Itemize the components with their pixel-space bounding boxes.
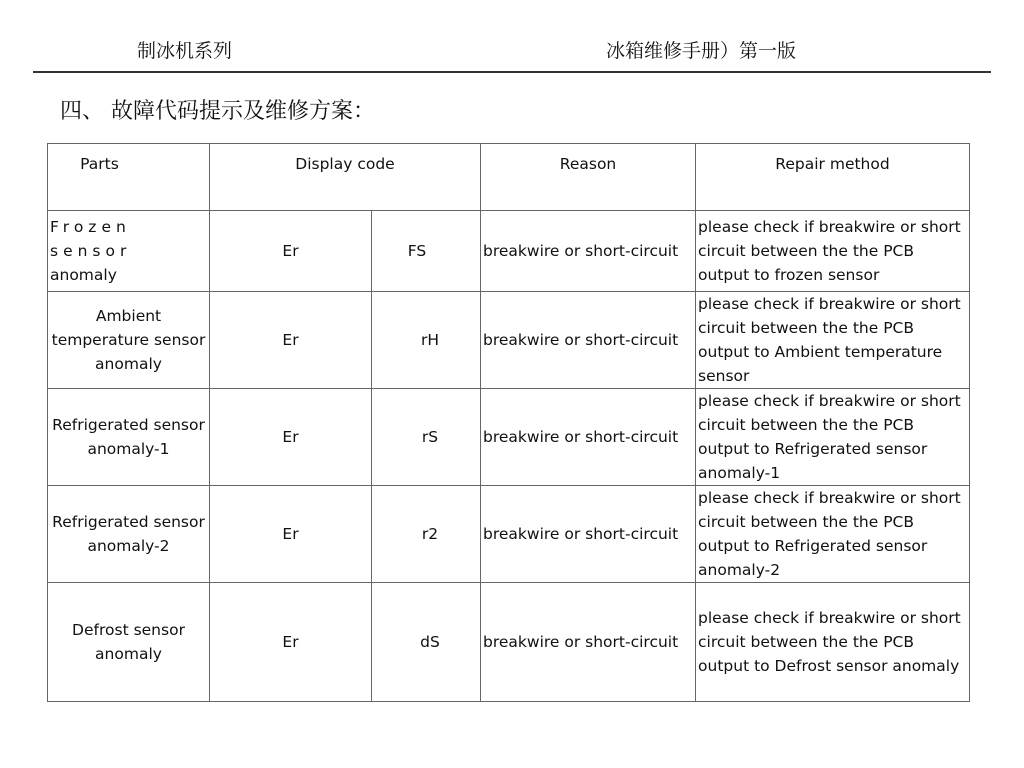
part-cell: Ambient temperature sensor anomaly [48, 292, 210, 389]
header-parts: Parts [48, 144, 210, 211]
table-row [48, 292, 970, 389]
repair-cell: please check if breakwire or short circuit between the the PCB output to Ambient temperature sensor [696, 292, 970, 389]
repair-cell: please check if breakwire or short circuit between the the PCB output to Refrigerated sensor anomaly-1 [696, 389, 970, 486]
reason-cell: breakwire or short-circuit [481, 583, 696, 702]
repair-cell: please check if breakwire or short circuit between the the PCB output to frozen sensor [696, 211, 970, 292]
section-title: 四、 故障代码提示及维修方案： [60, 99, 375, 124]
reason-cell: breakwire or short-circuit [481, 292, 696, 389]
header-reason: Reason [481, 144, 696, 211]
code-cell: r2 [372, 486, 481, 583]
part-cell: Refrigerated sensor anomaly-1 [48, 389, 210, 486]
table-row [48, 486, 970, 583]
part-name-line1: Frozen sensor [50, 218, 132, 260]
table-row [48, 389, 970, 486]
fault-code-table [47, 143, 970, 702]
repair-cell: please check if breakwire or short circuit between the the PCB output to Defrost sensor anomaly [696, 583, 970, 702]
header-repair-method: Repair method [696, 144, 970, 211]
part-cell [48, 211, 210, 292]
code-cell: rH [372, 292, 481, 389]
reason-cell: breakwire or short-circuit [481, 211, 696, 292]
code-prefix-cell: Er [210, 211, 372, 292]
header-display-code: Display code [210, 144, 481, 211]
header-divider [33, 71, 991, 73]
part-cell: Refrigerated sensor anomaly-2 [48, 486, 210, 583]
header-manual-title: 冰箱维修手册）第一版 [606, 40, 797, 62]
table-row [48, 211, 970, 292]
code-cell: FS [372, 211, 481, 292]
table-row [48, 583, 970, 702]
reason-cell: breakwire or short-circuit [481, 389, 696, 486]
code-prefix-cell: Er [210, 583, 372, 702]
repair-cell: please check if breakwire or short circuit between the the PCB output to Refrigerated sensor anomaly-2 [696, 486, 970, 583]
code-cell: dS [372, 583, 481, 702]
code-prefix-cell: Er [210, 389, 372, 486]
table-header-row [48, 144, 970, 211]
code-cell: rS [372, 389, 481, 486]
reason-cell: breakwire or short-circuit [481, 486, 696, 583]
code-prefix-cell: Er [210, 486, 372, 583]
part-cell: Defrost sensor anomaly [48, 583, 210, 702]
part-name-line2: anomaly [50, 266, 117, 284]
code-prefix-cell: Er [210, 292, 372, 389]
header-series-title: 制冰机系列 [137, 40, 233, 62]
